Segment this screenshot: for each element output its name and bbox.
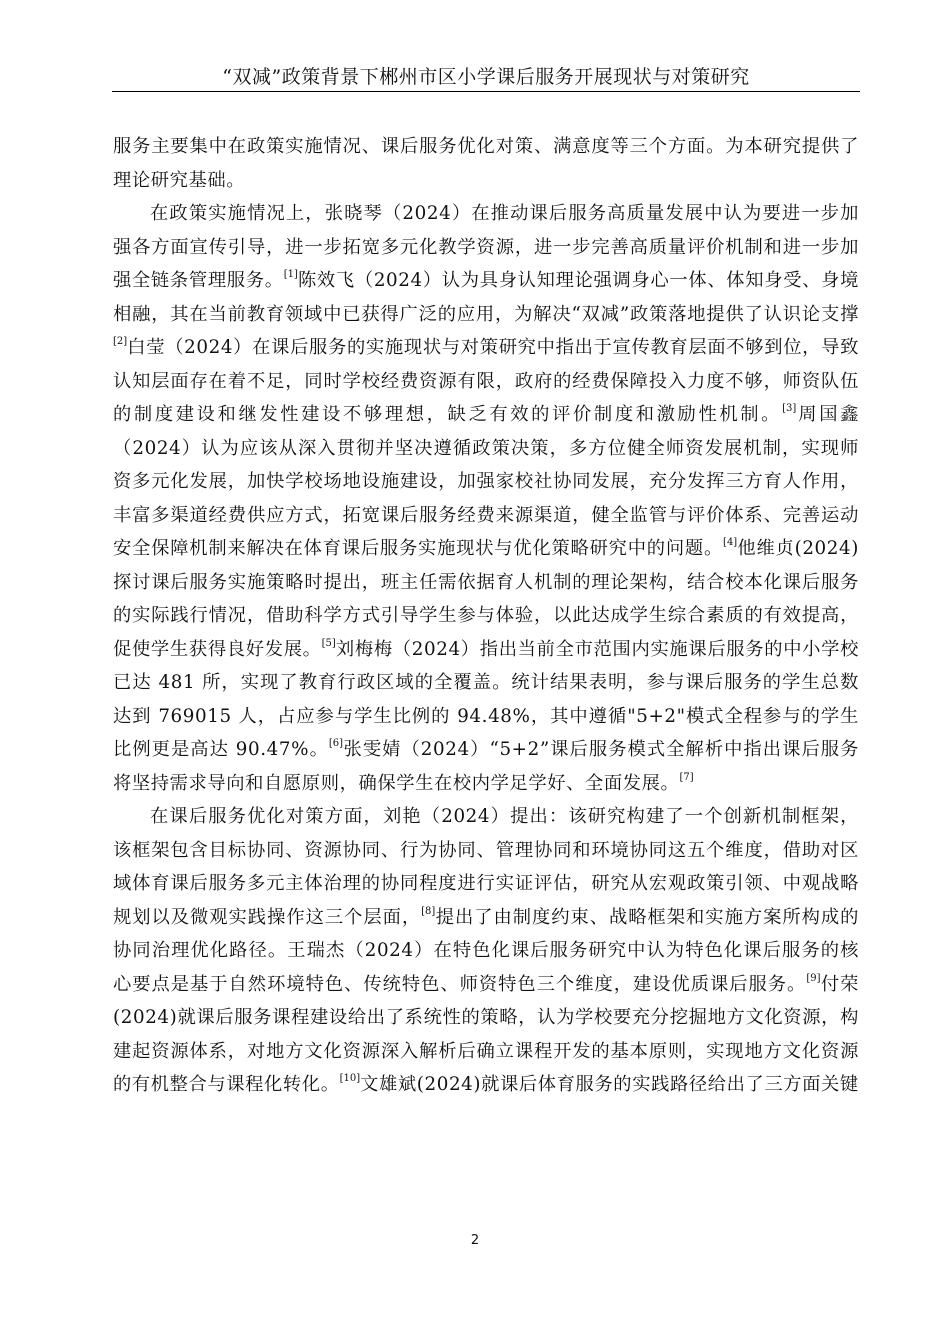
citation-marker: [9]: [806, 972, 821, 984]
citation-marker: [8]: [421, 905, 436, 917]
paragraph-text: 在课后服务优化对策方面，刘艳（2024）提出：该研究构建了一个创新机制框架，该框架包含目标协同、资源协同、行为协同、管理协同和环境协同这五个维度，借助对区域体育课后服务多元主体治理的协同程度进行实证评估，研究从宏观政策引领、中观战略规划以及微观实践操作这三个层面，: [113, 806, 859, 928]
citation-marker: [5]: [321, 637, 336, 649]
paragraph-text: 他维贞(2024)探讨课后服务实施策略时提出，班主任需依据育人机制的理论架构，结合校本化课后服务的实际践行情况，借助科学方式引导学生参与体验，以此达成学生综合素质的有效提高，促使学生获得良好发展。: [113, 538, 859, 660]
citation-marker: [2]: [113, 336, 128, 347]
paragraph-text: 刘梅梅（2024）指出当前全市范围内实施课后服务的中小学校已达 481 所，实现了教育行政区域的全覆盖。统计结果表明，参与课后服务的学生总数达到 769015 人，占应参与学生比例的 94.48%，其中遵循"5+2"模式全程参与的学生比例更是高达 90.47%。: [113, 638, 859, 760]
paragraph-text: 白莹（2024）在课后服务的实施现状与对策研究中指出于宣传教育层面不够到位，导致认知层面存在着不足，同时学校经费资源有限，政府的经费保障投入力度不够，师资队伍的制度建设和继发性建设不够理想，缺乏有效的评价制度和激励性机制。: [113, 337, 859, 425]
citation-marker: [1]: [283, 269, 298, 280]
page-number: 2: [470, 1233, 480, 1248]
paragraph: [113, 197, 859, 800]
paragraph-text: 服务主要集中在政策实施情况、课后服务优化对策、满意度等三个方面。为本研究提供了理论研究基础。: [113, 136, 859, 191]
body-text: [113, 130, 859, 1102]
citation-marker: [4]: [723, 537, 738, 548]
citation-marker: [10]: [339, 1073, 361, 1084]
citation-marker: [7]: [679, 771, 694, 783]
citation-marker: [6]: [328, 738, 344, 749]
paragraph: [113, 130, 859, 197]
paragraph-text: 张雯婧（2024）“5+2”课后服务模式全解析中指出课后服务将坚持需求导向和自愿原则，确保学生在校内学足学好、全面发展。: [113, 739, 859, 794]
paragraph-text: 周国鑫（2024）认为应该从深入贯彻并坚决遵循政策决策，多方位健全师资发展机制，实现师资多元化发展，加快学校场地设施建设，加强家校社协同发展，充分发挥三方育人作用，丰富多渠道经费供应方式，拓宽课后服务经费来源渠道，健全监管与评价体系、完善运动安全保障机制来解决在体育课后服务实施现状与优化策略研究中的问题。: [113, 404, 859, 559]
citation-marker: [3]: [782, 403, 797, 414]
paragraph: [113, 800, 859, 1102]
running-header-title: “双减”政策背景下郴州市区小学课后服务开展现状与对策研究: [222, 66, 750, 88]
paragraph-text: 在政策实施情况上，张晓琴（2024）在推动课后服务高质量发展中认为要进一步加强各方面宣传引导，进一步拓宽多元化教学资源，进一步完善高质量评价机制和进一步加强全链条管理服务。: [113, 203, 859, 291]
paragraph-text: 文雄斌(2024)就课后体育服务的实践路径给出了三方面关键: [360, 1074, 859, 1095]
paragraph-text: 陈效飞（2024）认为具身认知理论强调身心一体、体知身受、身境相融，其在当前教育领域中已获得广泛的应用，为解决“双减”政策落地提供了认识论支撑: [113, 270, 859, 325]
paragraph-text: 提出了由制度约束、战略框架和实施方案所构成的协同治理优化路径。王瑞杰（2024）在特色化课后服务研究中认为特色化课后服务的核心要点是基于自然环境特色、传统特色、师资特色三个维度，建设优质课后服务。: [113, 906, 859, 995]
header-rule: [112, 91, 860, 92]
paragraph-text: 付荣(2024)就课后服务课程建设给出了系统性的策略，认为学校要充分挖掘地方文化资源，构建起资源体系，对地方文化资源深入解析后确立课程开发的基本原则，实现地方文化资源的有机整合与课程化转化。: [113, 973, 860, 1095]
